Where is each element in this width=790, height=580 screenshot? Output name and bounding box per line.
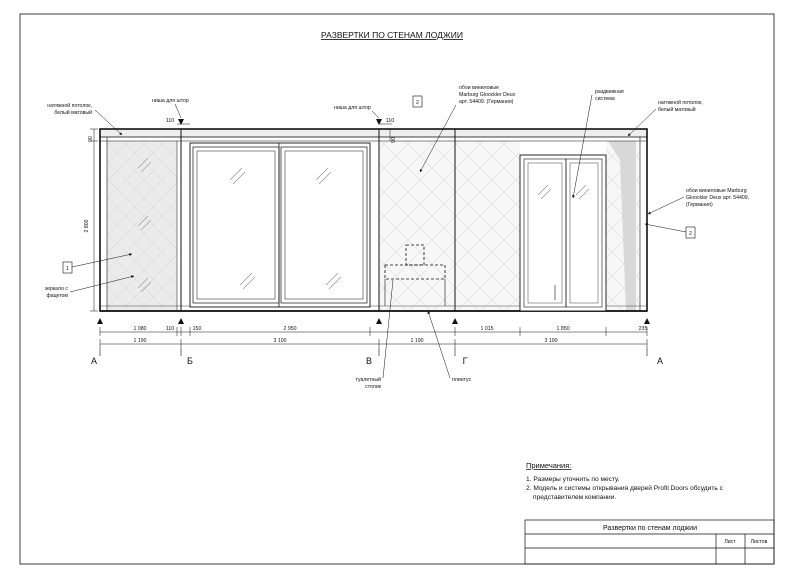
svg-text:(Германия): (Германия) (686, 202, 713, 208)
dim-235: 235 (638, 326, 648, 332)
svg-text:ниша для штор: ниша для штор (334, 105, 371, 111)
svg-text:Примечания:: Примечания: (526, 461, 572, 470)
svg-text:столик: столик (365, 384, 381, 390)
wallpaper-zone-center (379, 141, 454, 311)
svg-text:плинтус: плинтус (452, 377, 472, 383)
axis-b: Б (187, 356, 193, 366)
svg-text:2. Модель и системы открывания: 2. Модель и системы открывания дверей Profil Doors обсудить с (526, 485, 723, 492)
notes-block (526, 461, 724, 501)
ceiling-band (100, 129, 647, 137)
svg-text:2: 2 (416, 100, 419, 106)
floor-markers (97, 318, 650, 324)
dim-2950: 2 950 (283, 326, 297, 332)
svg-text:белый матовый: белый матовый (658, 107, 696, 113)
svg-text:раздвижная: раздвижная (595, 89, 624, 95)
svg-text:Marburg Gloockler Deux: Marburg Gloockler Deux (459, 92, 516, 98)
svg-text:ниша для штор: ниша для штор (152, 98, 189, 104)
sliding-door (520, 155, 606, 311)
axis-a-right: А (656, 356, 664, 366)
callout-niche-right (334, 105, 379, 118)
axis-g: Г (462, 356, 468, 366)
mirror-panel (107, 141, 177, 311)
axis-a-left: А (90, 356, 98, 366)
svg-text:зеркало с: зеркало с (44, 286, 68, 292)
svg-text:натяжной потолок,: натяжной потолок, (47, 103, 92, 109)
dim-ceiling-left: 90 (88, 136, 94, 142)
stamp-sheets: Листов (750, 539, 768, 545)
dim-150: 150 (192, 326, 202, 332)
axis-v: В (365, 356, 373, 366)
svg-text:представителем компании.: представителем компании. (533, 494, 617, 501)
dim-110: 110 (165, 326, 175, 332)
dim-1080: 1 080 (133, 326, 147, 332)
dim-1190-b: 1 190 (410, 338, 424, 344)
dim-niche-right: 110 (385, 118, 395, 124)
svg-text:Gloockler Deux арт. 54409,: Gloockler Deux арт. 54409, (686, 195, 750, 201)
svg-text:1: 1 (66, 266, 69, 272)
svg-text:фацетом: фацетом (46, 293, 68, 299)
dimension-row-2 (100, 339, 647, 348)
dim-3100-a: 3 100 (273, 338, 287, 344)
callout-plinth (428, 311, 472, 383)
wallpaper-zone-right (455, 141, 520, 311)
dim-niche-left: 110 (165, 118, 175, 124)
callout-niche-left (152, 98, 189, 118)
svg-text:натяжной потолок,: натяжной потолок, (658, 100, 703, 106)
stamp-sheet: Лист (724, 539, 736, 545)
svg-text:обои виниловые Marburg: обои виниловые Marburg (686, 188, 747, 194)
dim-ceiling-right: 90 (391, 137, 397, 143)
height-dimension (90, 129, 98, 311)
svg-text:арт. 54409. (Германия): арт. 54409. (Германия) (459, 99, 514, 105)
stamp-title: Развертки по стенам лоджии (602, 525, 698, 532)
svg-text:2: 2 (689, 231, 692, 237)
drawing-title: РАЗВЕРТКИ ПО СТЕНАМ ЛОДЖИИ (321, 30, 463, 40)
svg-text:туалетный: туалетный (355, 377, 381, 383)
svg-text:белый матовый: белый матовый (54, 110, 92, 116)
dim-1015: 1 015 (480, 326, 494, 332)
dim-1190-a: 1 190 (133, 338, 147, 344)
dim-3100-b: 3 100 (544, 338, 558, 344)
svg-text:система: система (595, 96, 615, 102)
window-unit (190, 143, 370, 307)
callout-wallpaper-right (645, 188, 749, 238)
svg-text:обои виниловые: обои виниловые (459, 85, 499, 91)
svg-text:1. Размеры уточнить по месту.: 1. Размеры уточнить по месту. (526, 476, 620, 483)
dim-1850: 1 850 (556, 326, 570, 332)
dim-height: 2 800 (84, 219, 90, 233)
